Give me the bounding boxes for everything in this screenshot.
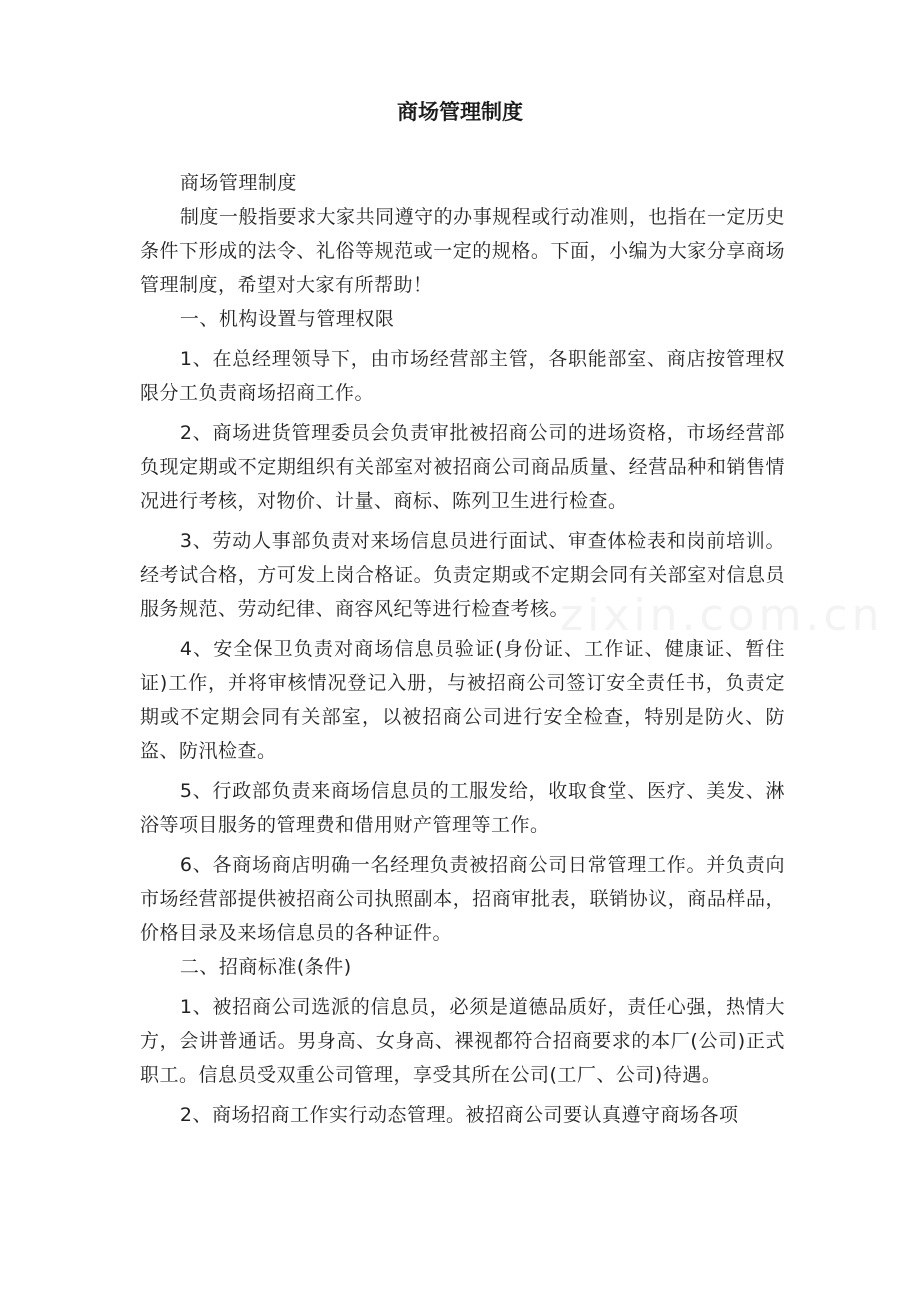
paragraph-subtitle: 商场管理制度 <box>179 172 297 194</box>
paragraph-intro: 制度一般指要求大家共同遵守的办事规程或行动准则，也指在一定历史条件下形成的法令、礼俗等规范或一定的规格。下面，小编为大家分享商场管理制度，希望对大家有所帮助！ <box>140 206 785 296</box>
document-body <box>140 166 785 1132</box>
page-title: 商场管理制度 <box>397 100 523 124</box>
paragraph-item: 3、劳动人事部负责对来场信息员进行面试、审查体检表和岗前培训。经考试合格，方可发上岗合格证。负责定期或不定期会同有关部室对信息员服务规范、劳动纪律、商容风纪等进行检查考核。 <box>140 530 785 620</box>
paragraph-item: 1、被招商公司选派的信息员，必须是道德品质好，责任心强，热情大方，会讲普通话。男身高、女身高、裸视都符合招商要求的本厂(公司)正式职工。信息员受双重公司管理，享受其所在公司(工厂、公司)待遇。 <box>140 996 785 1086</box>
watermark: zixin.com.cn <box>560 590 884 641</box>
paragraph-item: 2、商场招商工作实行动态管理。被招商公司要认真遵守商场各项 <box>179 1104 739 1126</box>
paragraph-item: 4、安全保卫负责对商场信息员验证(身份证、工作证、健康证、暂住证)工作，并将审核情况登记入册，与被招商公司签订安全责任书，负责定期或不定期会同有关部室，以被招商公司进行安全检查，特别是防火、防盗、防汛检查。 <box>140 638 785 762</box>
paragraph-item: 2、商场进货管理委员会负责审批被招商公司的进场资格，市场经营部负现定期或不定期组织有关部室对被招商公司商品质量、经营品种和销售情况进行考核，对物价、计量、商标、陈列卫生进行检查。 <box>140 422 785 512</box>
section-heading-2: 二、招商标准(条件) <box>179 956 352 978</box>
paragraph-item: 1、在总经理领导下，由市场经营部主管，各职能部室、商店按管理权限分工负责商场招商工作。 <box>140 348 785 404</box>
paragraph-item: 5、行政部负责来商场信息员的工服发给，收取食堂、医疗、美发、淋浴等项目服务的管理费和借用财产管理等工作。 <box>140 780 785 836</box>
paragraph-item: 6、各商场商店明确一名经理负责被招商公司日常管理工作。并负责向市场经营部提供被招商公司执照副本，招商审批表，联销协议，商品样品，价格目录及来场信息员的各种证件。 <box>140 854 785 944</box>
section-heading-1: 一、机构设置与管理权限 <box>179 308 395 330</box>
